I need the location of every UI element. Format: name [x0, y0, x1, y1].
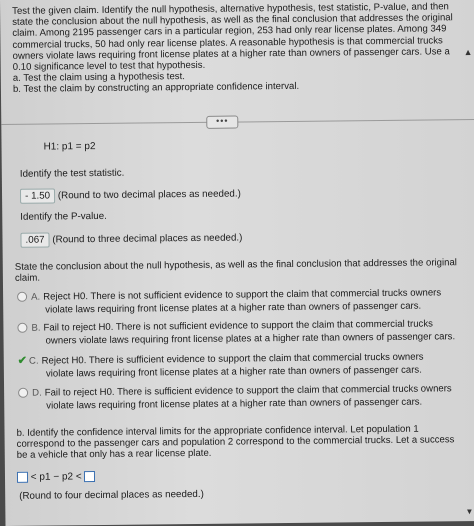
confidence-interval-row: [17, 471, 96, 483]
p-value-row: [20, 230, 242, 247]
test-statistic-hint: (Round to two decimal places as needed.): [57, 188, 241, 202]
option-c[interactable]: ✔ C. Reject H0. There is sufficient evidence to support the claim that commercial trucks owners violate laws requiring front license plates at a higher rate than owners of passenger cars.: [17, 351, 424, 380]
expand-more-button[interactable]: •••: [206, 116, 238, 129]
problem-intro: Test the given claim. Identify the null hypothesis, alternative hypothesis, test statistic, P-value, and then state the conclusion about the null hypothesis, as well as the final conclusion that addresses the original claim. Among 2195 passenger cars in a particular region, 253 had only rear license plates. Among 349 commercial trucks, 50 had only rear license plates. A reasonable hypothesis is that commercial trucks owners violate laws requiring front license plates at a higher rate than owners of passenger cars. Use a 0.10 significance level to test that hypothesis.: [12, 1, 453, 73]
alternative-hypothesis: H1: p1 = p2: [43, 141, 96, 153]
option-b[interactable]: B. Fail to reject H0. There is not sufficient evidence to support the claim that commercial trucks owners violate laws requiring front license plates at a higher rate than owners of passenger cars.: [17, 318, 463, 348]
option-a-line1: Reject H0. There is not sufficient evidence to support the claim that commercial trucks owners: [43, 287, 442, 303]
option-a[interactable]: A. Reject H0. There is not sufficient evidence to support the claim that commercial trucks owners violate laws requiring front license plates at a higher rate than owners of passenger cars.: [17, 287, 463, 317]
option-c-line1: Reject H0. There is sufficient evidence to support the claim that commercial trucks owners: [41, 351, 424, 367]
radio-icon[interactable]: [17, 292, 27, 302]
p-value-label: Identify the P-value.: [20, 210, 107, 223]
lt-symbol-2: <: [75, 471, 82, 483]
lt-symbol-1: <: [30, 471, 37, 483]
scroll-up-icon[interactable]: ▲: [463, 47, 473, 58]
option-b-line1: Fail to reject H0. There is not sufficient evidence to support the claim that commercial trucks: [43, 318, 433, 334]
interval-hint: (Round to four decimal places as needed.): [19, 488, 204, 502]
scroll-down-icon[interactable]: ▼: [465, 507, 474, 517]
option-d-line2: violate laws requiring front license plates at a higher rate than owners of passenger cars.: [46, 396, 423, 412]
checkmark-icon: ✔: [17, 354, 28, 367]
p-value-answer[interactable]: .067: [20, 232, 49, 247]
option-c-line2: violate laws requiring front license plates at a higher rate than owners of passenger cars.: [45, 364, 422, 380]
option-d[interactable]: D. Fail to reject H0. There is sufficient evidence to support the claim that commercial trucks owners violate laws requiring front license plates at a higher rate than owners of passenger cars.: [18, 383, 464, 413]
part-b-prompt: b. Identify the confidence interval limits for the appropriate confidence interval. Let population 1 correspond to the passenger cars and population 2 correspond to the commercial trucks. Let a success be a vehicle that only has a rear license plate.: [16, 423, 455, 461]
upper-limit-input[interactable]: [84, 471, 95, 482]
test-statistic-row: [20, 186, 241, 203]
conclusion-prompt: State the conclusion about the null hypothesis, as well as the final conclusion that addresses the original claim.: [14, 257, 457, 284]
part-a-instruction: a. Test the claim using a hypothesis test.: [12, 71, 185, 85]
problem-statement: [12, 1, 465, 95]
radio-icon[interactable]: [18, 388, 28, 398]
option-b-line2: owners violate laws requiring front license plates at a higher rate than owners of passenger cars.: [45, 330, 456, 347]
test-statistic-label: Identify the test statistic.: [19, 167, 125, 180]
test-statistic-answer[interactable]: - 1.50: [20, 188, 55, 203]
radio-icon[interactable]: [17, 323, 27, 333]
interval-expression: p1 − p2: [39, 471, 74, 483]
p-value-hint: (Round to three decimal places as needed.): [52, 232, 243, 246]
option-a-line2: violate laws requiring front license plates at a higher rate than owners of passenger cars.: [45, 300, 422, 316]
lower-limit-input[interactable]: [17, 472, 28, 483]
part-b-instruction: b. Test the claim by constructing an appropriate confidence interval.: [12, 81, 300, 96]
option-d-line1: Fail to reject H0. There is sufficient evidence to support the claim that commercial trucks owners: [44, 383, 452, 399]
